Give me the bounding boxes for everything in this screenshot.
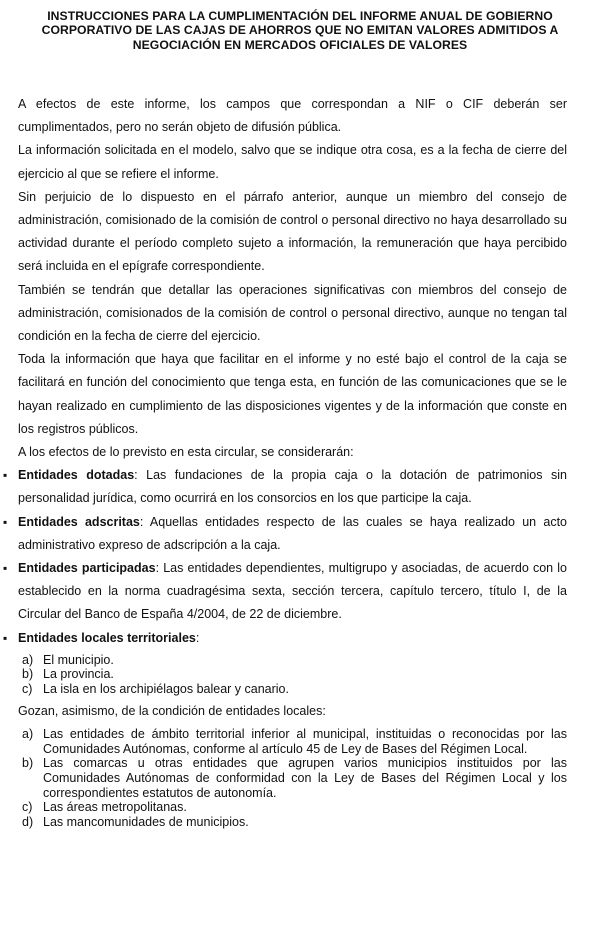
paragraph-nif-cif: A efectos de este informe, los campos que correspondan a NIF o CIF deberán ser cumplimentados, pero no serán objeto de difusión pública.: [18, 97, 567, 135]
definitions-list: [3, 464, 568, 650]
definition-text: : Las entidades dependientes, multigrupo y asociadas, de acuerdo con lo establecido en la norma cuadragésima sexta, sección tercera, capítulo tercero, título I, de la Circular del Banco de España 4/2004, de 22 de diciembre.: [18, 561, 568, 622]
list-item: b) La provincia.: [22, 667, 114, 682]
definition-term: Entidades participadas: [18, 561, 156, 576]
paragraph-gozan-asimismo: Gozan, asimismo, de la condición de entidades locales:: [18, 703, 326, 718]
document-title: INSTRUCCIONES PARA LA CUMPLIMENTACIÓN DEL INFORME ANUAL DE GOBIERNO CORPORATIVO DE LAS CAJAS DE AHORROS QUE NO EMITAN VALORES ADMITIDOS A NEGOCIACIÓN EN MERCADOS OFICIALES DE VALORES: [41, 9, 559, 52]
local-entities-list: [18, 653, 567, 697]
instructions-body: [3, 93, 568, 829]
definition-term: Entidades dotadas: [18, 468, 135, 483]
square-bullet-icon: ▪: [3, 514, 8, 529]
list-item: b) Las comarcas u otras entidades que agrupen varios municipios instituidos por las Comunidades Autónomas de conformidad con la Ley de Bases del Régimen Local y los correspondientes estatutos de autonomía.: [22, 756, 567, 800]
paragraph-consideraciones: A los efectos de lo previsto en esta circular, se considerarán:: [18, 445, 354, 460]
paragraph-fecha-cierre: La información solicitada en el modelo, salvo que se indique otra cosa, es a la fecha de cierre del ejercicio al que se refiere el informe.: [18, 143, 567, 181]
paragraph-remuneracion: Sin perjuicio de lo dispuesto en el párrafo anterior, aunque un miembro del consejo de administración, comisionado de la comisión de control o personal directivo no haya desarrollado su actividad durante el período completo sujeto a información, la remuneración que haya percibido será incluida en el epígrafe correspondiente.: [18, 189, 567, 274]
list-item: a) Las entidades de ámbito territorial inferior al municipal, instituidas o reconocidas por las Comunidades Autónomas, conforme al artículo 45 de Ley de Bases del Régimen Local.: [22, 727, 567, 756]
list-item: a) El municipio.: [22, 652, 114, 667]
paragraph-operaciones: También se tendrán que detallar las operaciones significativas con miembros del consejo de administración, comisionados de la comisión de control o personal directivo, aunque no tengan tal condición en la fecha de cierre del ejercicio.: [18, 282, 567, 344]
definition-text: :: [195, 630, 200, 645]
square-bullet-icon: ▪: [3, 630, 8, 645]
list-item: c) La isla en los archipiélagos balear y canario.: [22, 682, 289, 697]
also-entities-list: [18, 727, 567, 829]
square-bullet-icon: ▪: [3, 468, 8, 483]
definition-entidades-adscritas: [3, 511, 567, 557]
list-item: d) Las mancomunidades de municipios.: [22, 814, 249, 829]
square-bullet-icon: ▪: [3, 561, 8, 576]
definition-text: : Las fundaciones de la propia caja o la dotación de patrimonios sin personalidad jurídica, como ocurrirá en los consorcios en los que participe la caja.: [18, 468, 567, 506]
paragraph-informacion-caja: Toda la información que haya que facilitar en el informe y no esté bajo el control de la caja se facilitará en función del conocimiento que tenga esta, en función de las comunicaciones que se le hayan realizado en cumplimiento de las disposiciones vigentes y de la información que conste en los registros públicos.: [18, 352, 567, 436]
definition-entidades-participadas: [3, 557, 568, 627]
list-item: c) Las áreas metropolitanas.: [22, 800, 187, 815]
definition-term: Entidades adscritas: [18, 514, 140, 529]
definition-text: : Aquellas entidades respecto de las cuales se haya realizado un acto administrativo expreso de adscripción a la caja.: [18, 514, 567, 552]
definition-term: Entidades locales territoriales: [18, 630, 196, 645]
definition-entidades-locales: [3, 627, 567, 650]
definition-entidades-dotadas: [3, 464, 567, 510]
